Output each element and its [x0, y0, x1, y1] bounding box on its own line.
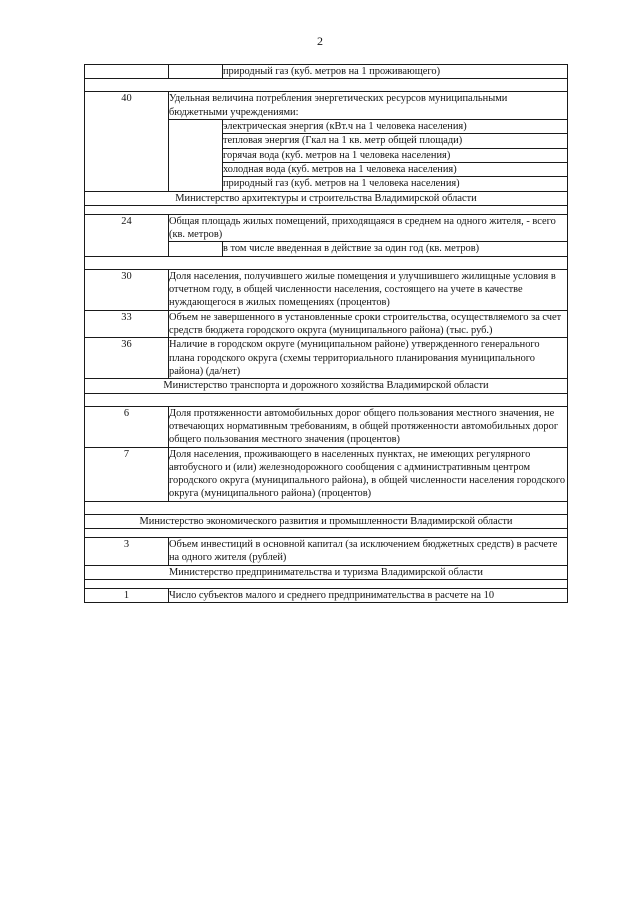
indicator-text: Объем не завершенного в установленные сроки строительства, осуществляемого за счет средств бюджета городского округа (муниципального района) (тыс. руб.)	[169, 310, 568, 338]
indicators-table	[84, 64, 568, 603]
table-row	[85, 501, 568, 514]
table-row	[85, 92, 568, 120]
spacer-cell	[169, 119, 223, 191]
table-row	[85, 529, 568, 538]
table-row	[85, 205, 568, 214]
section-title: Министерство предпринимательства и туризма Владимирской области	[85, 565, 568, 579]
table-row	[85, 65, 568, 79]
table-row	[85, 589, 568, 603]
row-gap	[85, 256, 568, 269]
indicator-number: 24	[85, 214, 169, 256]
number-cell	[85, 65, 169, 79]
row-gap	[85, 205, 568, 214]
indicator-number: 3	[85, 538, 169, 566]
row-gap	[85, 79, 568, 92]
section-title: Министерство транспорта и дорожного хозяйства Владимирской области	[85, 379, 568, 393]
indicator-number: 33	[85, 310, 169, 338]
indicator-text: Доля протяженности автомобильных дорог общего пользования местного значения, не отвечающих нормативным требованиям, в общей протяженности автомобильных дорог общего пользования местного значения (процентов)	[169, 406, 568, 447]
section-header-row	[85, 379, 568, 393]
indicator-number: 36	[85, 338, 169, 379]
table-row	[85, 338, 568, 379]
page-number: 2	[317, 34, 323, 48]
section-header-row	[85, 514, 568, 528]
sub-indicator-text: тепловая энергия (Гкал на 1 кв. метр общей площади)	[223, 134, 568, 148]
table-row	[85, 538, 568, 566]
table-row	[85, 406, 568, 447]
row-gap	[85, 529, 568, 538]
sub-indicator-text: в том числе введенная в действие за один год (кв. метров)	[223, 242, 568, 256]
sub-indicator-text: холодная вода (куб. метров на 1 человека населения)	[223, 162, 568, 176]
sub-indicator-text: электрическая энергия (кВт.ч на 1 человека населения)	[223, 119, 568, 133]
indicator-number: 6	[85, 406, 169, 447]
table-row	[85, 447, 568, 501]
indicator-number: 1	[85, 589, 169, 603]
sub-indicator-text: природный газ (куб. метров на 1 проживающего)	[223, 65, 568, 79]
row-gap	[85, 580, 568, 589]
indicator-text: Общая площадь жилых помещений, приходящаяся в среднем на одного жителя, - всего (кв. метров)	[169, 214, 568, 242]
table-row	[85, 393, 568, 406]
indicator-text: Удельная величина потребления энергетических ресурсов муниципальными бюджетными учреждениями:	[169, 92, 568, 120]
section-header-row	[85, 565, 568, 579]
table-row	[85, 269, 568, 310]
indicator-number: 30	[85, 269, 169, 310]
table-row	[85, 256, 568, 269]
indicator-number: 7	[85, 447, 169, 501]
spacer-cell	[169, 242, 223, 256]
indicator-text: Число субъектов малого и среднего предпринимательства в расчете на 10	[169, 589, 568, 603]
sub-indicator-text: природный газ (куб. метров на 1 человека населения)	[223, 177, 568, 191]
table-row	[85, 580, 568, 589]
indicator-text: Доля населения, получившего жилые помещения и улучшившего жилищные условия в отчетном году, в общей численности населения, состоящего на учете в качестве нуждающегося в жилых помещениях (процентов)	[169, 269, 568, 310]
spacer-cell	[169, 65, 223, 79]
section-title: Министерство архитектуры и строительства Владимирской области	[85, 191, 568, 205]
indicator-text: Наличие в городском округе (муниципальном районе) утвержденного генерального плана городского округа (схемы территориального планирования муниципального района) (да/нет)	[169, 338, 568, 379]
sub-indicator-text: горячая вода (куб. метров на 1 человека населения)	[223, 148, 568, 162]
table-row	[85, 214, 568, 242]
section-header-row	[85, 191, 568, 205]
row-gap	[85, 501, 568, 514]
table-row	[85, 79, 568, 92]
indicator-text: Доля населения, проживающего в населенных пунктах, не имеющих регулярного автобусного и (или) железнодорожного сообщения с административным центром городского округа (муниципального района), в общей численности населения городского округа (муниципального района) (процентов)	[169, 447, 568, 501]
indicator-number: 40	[85, 92, 169, 191]
table-row	[85, 310, 568, 338]
indicator-text: Объем инвестиций в основной капитал (за исключением бюджетных средств) в расчете на одного жителя (рублей)	[169, 538, 568, 566]
row-gap	[85, 393, 568, 406]
section-title: Министерство экономического развития и промышленности Владимирской области	[85, 514, 568, 528]
